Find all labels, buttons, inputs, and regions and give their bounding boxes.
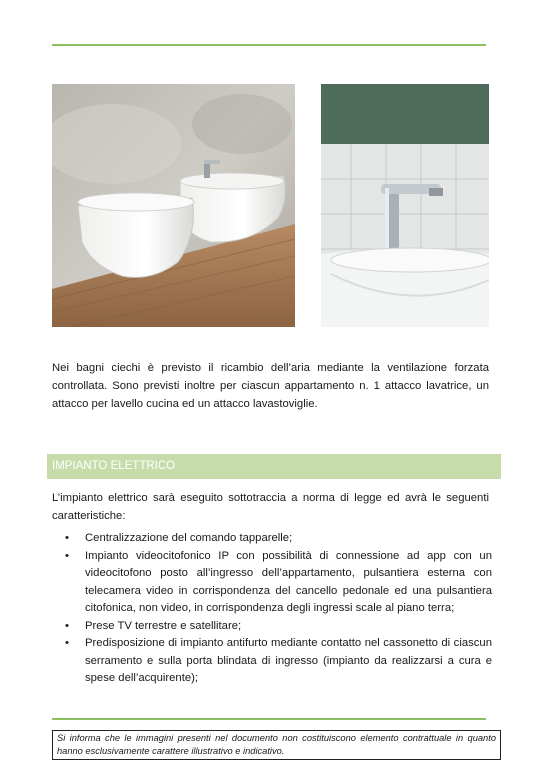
list-item-text: Predisposizione di impianto antifurto mediante contatto nel cassonetto di ciascun serramento e sulla porta blindata di ingresso (impianto da realizzarsi a cura e spese dell’acquirente); bbox=[85, 637, 492, 684]
list-item-text: Centralizzazione del comando tapparelle; bbox=[85, 532, 293, 544]
list-item bbox=[52, 635, 492, 688]
electrical-features-list bbox=[52, 530, 492, 688]
bullet-icon: • bbox=[65, 637, 69, 649]
list-item-text: Impianto videocitofonico IP con possibilità di connessione ad app con un videocitofono posto all’ingresso dell’appartamento, pulsantiera esterna con telecamera video in corrispondenza del cancello pedonale ed una pulsantiera citofonica, non video, in corrispondenza degli ingressi scale al piano terra; bbox=[85, 549, 492, 614]
list-item-text: Prese TV terrestre e satellitare; bbox=[85, 619, 242, 632]
washbasin-illustration bbox=[321, 84, 489, 327]
ventilation-paragraph: Nei bagni ciechi è previsto il ricambio dell’aria mediante la ventilazione forzata controllata. Sono previsti inoltre per ciascun appartamento n. 1 attacco lavatrice, un attacco per lavello cucina ed un attacco lavastoviglie. bbox=[52, 362, 489, 410]
image-disclaimer-box: Si informa che le immagini presenti nel documento non costituiscono elemento contrattuale in quanto hanno esclusivamente carattere illustrativo e indicativo. bbox=[52, 730, 501, 760]
bullet-icon: • bbox=[65, 549, 69, 562]
bathroom-toilet-bidet-photo bbox=[52, 84, 295, 327]
top-divider bbox=[52, 44, 486, 46]
bullet-icon: • bbox=[65, 532, 69, 544]
list-item bbox=[52, 618, 492, 636]
electrical-intro-paragraph: L’impianto elettrico sarà eseguito sottotraccia a norma di legge ed avrà le seguenti caratteristiche: bbox=[52, 492, 489, 522]
washbasin-tap-photo bbox=[321, 84, 489, 327]
list-item bbox=[52, 530, 492, 548]
list-item bbox=[52, 548, 492, 618]
toilet-bidet-illustration bbox=[52, 84, 295, 327]
bullet-icon: • bbox=[65, 619, 69, 632]
bottom-divider bbox=[52, 718, 486, 720]
section-heading-electrical: IMPIANTO ELETTRICO bbox=[47, 454, 501, 479]
